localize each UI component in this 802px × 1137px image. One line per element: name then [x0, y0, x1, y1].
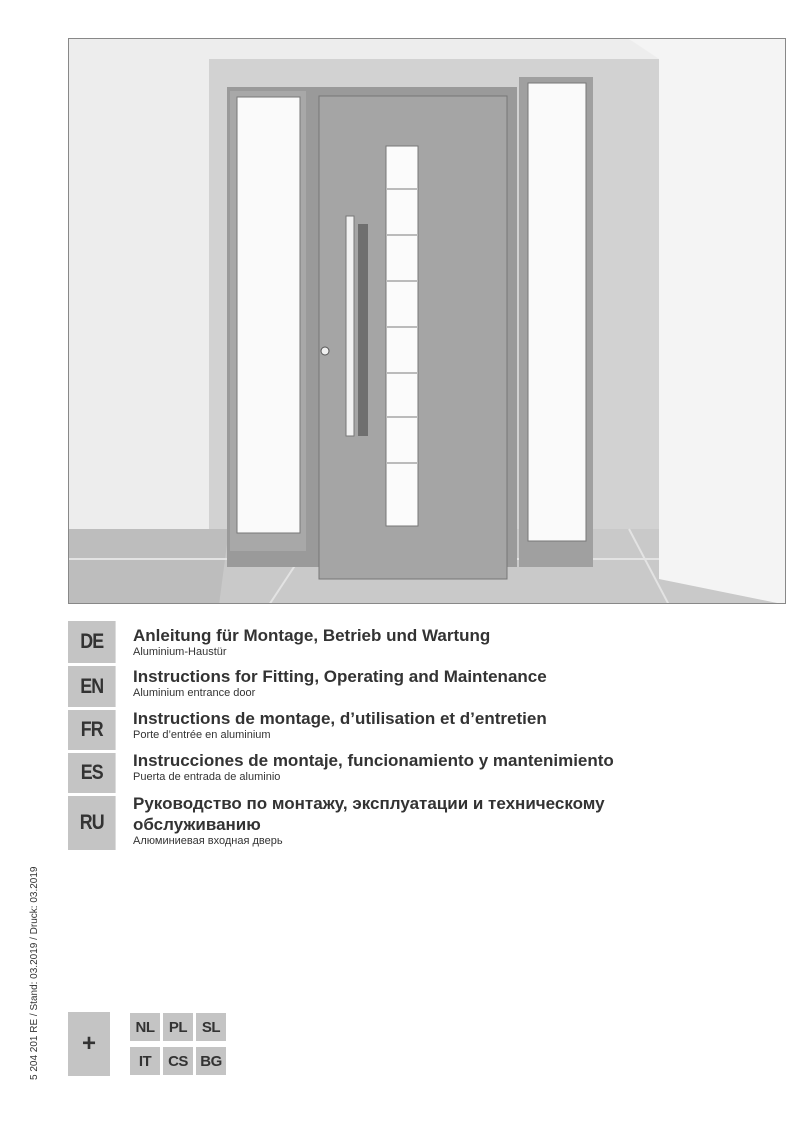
language-badge-nl: NL	[130, 1013, 160, 1041]
more-languages-plus: +	[68, 1012, 110, 1076]
manual-title: Anleitung für Montage, Betrieb und Wartung	[133, 626, 491, 645]
manual-title: Руководство по монтажу, эксплуатации и техническому обслуживанию	[133, 794, 605, 834]
door-illustration	[68, 38, 786, 604]
manual-title: Instructions de montage, d’utilisation et d’entretien	[133, 709, 547, 728]
language-entry-fr	[133, 709, 547, 741]
language-entry-en	[133, 667, 547, 699]
manual-subtitle: Aluminium entrance door	[133, 687, 256, 699]
manual-subtitle: Puerta de entrada de aluminio	[133, 771, 281, 783]
manual-title: Instrucciones de montaje, funcionamiento y mantenimiento	[133, 751, 614, 770]
language-badge-pl: PL	[163, 1013, 193, 1041]
language-badge-bg: BG	[196, 1047, 226, 1075]
language-entry-es	[133, 751, 614, 783]
language-badge-sl: SL	[196, 1013, 226, 1041]
language-badge-es: ES	[68, 753, 116, 793]
manual-subtitle: Алюминиевая входная дверь	[133, 835, 283, 847]
language-entry-de	[133, 626, 490, 658]
language-badge-cs: CS	[163, 1047, 193, 1075]
language-badge-it: IT	[130, 1047, 160, 1075]
manual-subtitle: Aluminium-Haustür	[133, 646, 227, 658]
language-badge-fr: FR	[68, 710, 116, 750]
manual-subtitle: Porte d’entrée en aluminium	[133, 729, 271, 741]
language-badge-de: DE	[68, 621, 116, 663]
language-entry-ru	[133, 793, 673, 847]
language-badge-ru: RU	[68, 796, 116, 850]
language-badge-en: EN	[68, 666, 116, 707]
document-reference: 5 204 201 RE / Stand: 03.2019 / Druck: 03.2019	[29, 866, 40, 1080]
manual-title: Instructions for Fitting, Operating and Maintenance	[133, 667, 547, 686]
